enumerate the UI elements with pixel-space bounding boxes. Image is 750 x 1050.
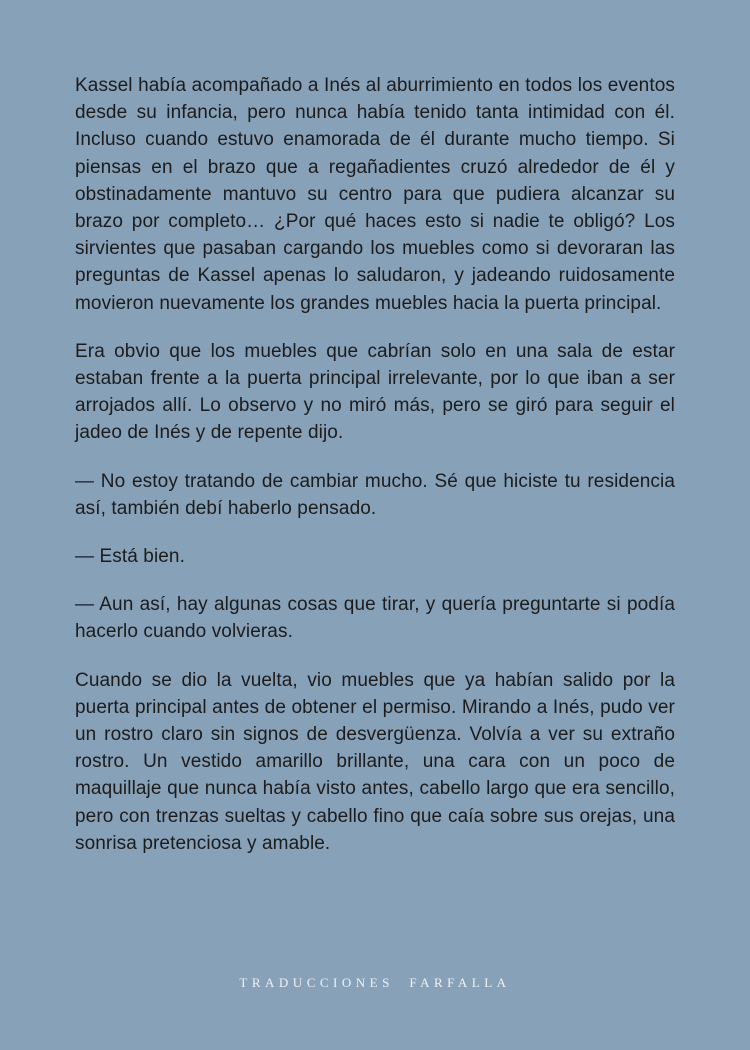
footer-credit: TRADUCCIONES FARFALLA	[239, 975, 511, 990]
page-body	[75, 72, 675, 878]
dialogue-line-3: — Aun así, hay algunas cosas que tirar, y quería preguntarte si podía hacerlo cuando volvieras.	[75, 594, 675, 643]
paragraph-1: Kassel había acompañado a Inés al aburrimiento en todos los eventos desde su infancia, pero nunca había tenido tanta intimidad con él. Incluso cuando estuvo enamorada de él durante mucho tiempo. Si piensas en el brazo que a regañadientes cruzó alrededor de él y obstinadamente mantuvo su centro para que pudiera alcanzar su brazo por completo… ¿Por qué haces esto si nadie te obligó? Los sirvientes que pasaban cargando los muebles como si devoraran las preguntas de Kassel apenas lo saludaron, y jadeando ruidosamente movieron nuevamente los grandes muebles hacia la puerta principal.	[75, 75, 675, 314]
paragraph-3: Cuando se dio la vuelta, vio muebles que ya habían salido por la puerta principal antes de obtener el permiso. Mirando a Inés, pudo ver un rostro claro sin signos de desvergüenza. Volvía a ver su extraño rostro. Un vestido amarillo brillante, una cara con un poco de maquillaje que nunca había visto antes, cabello largo que era sencillo, pero con trenzas sueltas y cabello fino que caía sobre sus orejas, una sonrisa pretenciosa y amable.	[75, 669, 675, 854]
dialogue-line-2: — Está bien.	[75, 546, 185, 568]
paragraph-2: Era obvio que los muebles que cabrían solo en una sala de estar estaban frente a la puerta principal irrelevante, por lo que iban a ser arrojados allí. Lo observo y no miró más, pero se giró para seguir el jadeo de Inés y de repente dijo.	[75, 340, 675, 444]
dialogue-line-1: — No estoy tratando de cambiar mucho. Sé que hiciste tu residencia así, también debí haberlo pensado.	[75, 470, 675, 519]
